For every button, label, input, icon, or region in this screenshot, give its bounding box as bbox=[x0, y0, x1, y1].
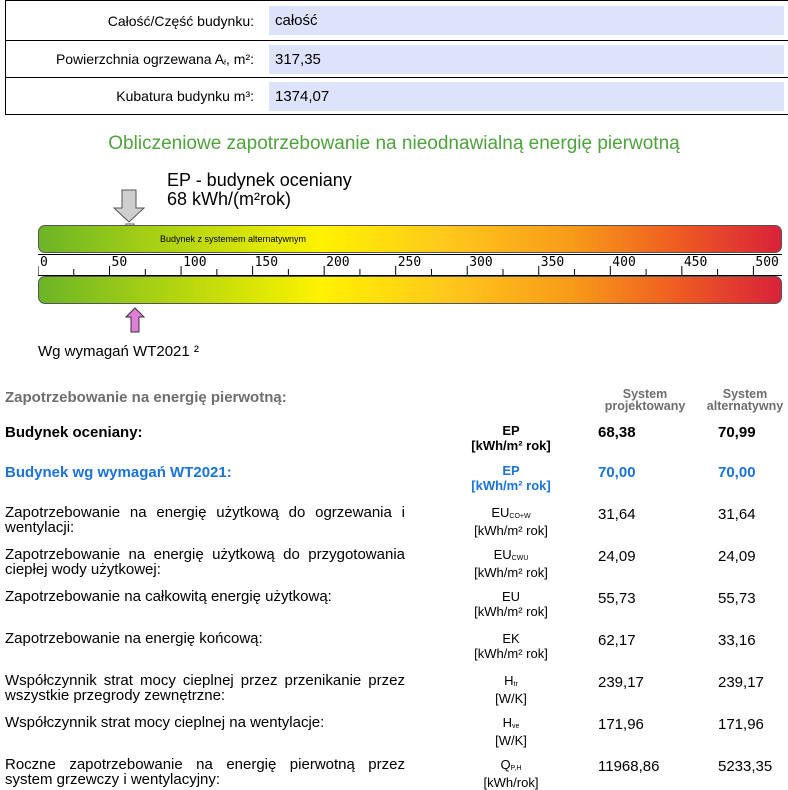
unit-symbol: Q bbox=[500, 757, 511, 772]
row-description: Budynek oceniany: bbox=[5, 424, 143, 441]
row-unit bbox=[456, 505, 566, 538]
scale-tick-label: 150 bbox=[254, 255, 279, 270]
value-alternative: 33,16 bbox=[718, 632, 756, 649]
unit-symbol: EP bbox=[502, 423, 520, 438]
scale-tick-label: 400 bbox=[612, 255, 636, 270]
row-unit bbox=[456, 673, 566, 706]
energy-scale-bar-bottom bbox=[38, 276, 782, 304]
requirement-label: Wg wymagań WT2021 ² bbox=[38, 343, 199, 360]
value-alternative: 70,99 bbox=[718, 424, 756, 441]
scale-tick-label: 300 bbox=[469, 255, 493, 270]
info-row-area bbox=[6, 40, 788, 77]
row-unit bbox=[456, 757, 566, 790]
unit-symbol: EP bbox=[502, 463, 520, 478]
unit-text: [W/K] bbox=[495, 691, 527, 706]
unit-subscript: tr bbox=[513, 681, 518, 688]
section-title: Obliczeniowe zapotrzebowanie na nieodnawialną energię pierwotną bbox=[108, 133, 680, 154]
unit-text: [kWh/m² rok] bbox=[474, 565, 548, 580]
scale-tick-label: 100 bbox=[183, 255, 207, 270]
info-label: Kubatura budynku m³: bbox=[116, 88, 254, 104]
value-designed: 31,64 bbox=[598, 506, 636, 523]
row-description: Zapotrzebowanie na energię użytkową do ogrzewania i wentylacji: bbox=[5, 504, 405, 536]
info-row-volume bbox=[6, 77, 788, 114]
unit-symbol: EU bbox=[493, 547, 512, 562]
value-alternative: 239,17 bbox=[718, 674, 764, 691]
value-alternative: 171,96 bbox=[718, 716, 764, 733]
info-label: Powierzchnia ogrzewana $A_f$, m²: bbox=[55, 51, 254, 67]
scale-tick-label: 0 bbox=[40, 255, 48, 270]
value-alternative: 55,73 bbox=[718, 590, 756, 607]
unit-text: [kWh/m² rok] bbox=[471, 478, 551, 493]
value-designed: 70,00 bbox=[598, 464, 636, 481]
row-unit bbox=[456, 463, 566, 493]
info-label: Całość/Część budynku: bbox=[107, 12, 254, 29]
row-unit bbox=[456, 589, 566, 619]
row-description: Współczynnik strat mocy cieplnej przez przenikanie przez wszystkie przegrody zewnętrzne: bbox=[5, 672, 405, 704]
alt-system-label: Budynek z systemem alternatywnym bbox=[160, 234, 307, 244]
info-row-part bbox=[6, 0, 788, 40]
row-description: Roczne zapotrzebowanie na energię pierwotną przez system grzewczy i wentylacyjny: bbox=[5, 756, 405, 788]
row-description: Współczynnik strat mocy cieplnej na wentylacje: bbox=[5, 714, 325, 731]
scale-tick-label: 250 bbox=[397, 255, 422, 270]
value-designed: 239,17 bbox=[598, 674, 644, 691]
row-description: Budynek wg wymagań WT2021: bbox=[5, 464, 232, 481]
scale-tick-label: 500 bbox=[755, 255, 779, 270]
value-alternative: 5233,35 bbox=[718, 758, 773, 775]
row-description: Zapotrzebowanie na energię użytkową do przygotowania ciepłej wody użytkowej: bbox=[5, 546, 405, 578]
value-designed: 11968,86 bbox=[598, 758, 660, 775]
scale-tick-label: 350 bbox=[540, 255, 565, 270]
value-designed: 62,17 bbox=[598, 632, 636, 649]
value-alternative: 24,09 bbox=[718, 548, 756, 565]
scale-tick-label: 50 bbox=[111, 255, 128, 270]
value-alternative: 70,00 bbox=[718, 464, 756, 481]
unit-subscript: ve bbox=[511, 723, 520, 730]
unit-subscript: CWU bbox=[511, 555, 529, 562]
scale-tick-label: 200 bbox=[326, 255, 350, 270]
info-value-field[interactable]: całość bbox=[269, 6, 784, 35]
scale-tick-label: 450 bbox=[683, 255, 708, 270]
building-info-table bbox=[5, 0, 788, 115]
unit-text: [kWh/m² rok] bbox=[471, 438, 551, 453]
unit-text: [kWh/rok] bbox=[483, 775, 539, 790]
col-header-designed: System projektowany bbox=[604, 387, 686, 413]
requirement-arrow-up-icon bbox=[124, 307, 146, 333]
unit-text: [kWh/m² rok] bbox=[474, 523, 548, 538]
value-designed: 55,73 bbox=[598, 590, 636, 607]
table-header: Zapotrzebowanie na energię pierwotną: bbox=[5, 389, 287, 406]
info-value-field[interactable]: 1374,07 bbox=[269, 82, 784, 111]
ep-marker-line1: EP - budynek oceniany bbox=[167, 170, 352, 190]
info-value-field[interactable]: 317,35 bbox=[269, 45, 784, 74]
value-designed: 171,96 bbox=[598, 716, 644, 733]
row-unit bbox=[456, 631, 566, 661]
row-description: Zapotrzebowanie na energię końcową: bbox=[5, 630, 263, 647]
col-header-alternative: System alternatywny bbox=[706, 387, 784, 413]
row-unit bbox=[456, 547, 566, 580]
unit-text: [kWh/m² rok] bbox=[474, 646, 548, 661]
unit-text: [W/K] bbox=[495, 733, 527, 748]
unit-symbol: H bbox=[504, 673, 514, 688]
energy-scale-bar-top bbox=[38, 225, 782, 253]
unit-symbol: EU bbox=[501, 589, 521, 604]
unit-subscript: P,H bbox=[510, 765, 522, 772]
value-designed: 24,09 bbox=[598, 548, 636, 565]
unit-symbol: EK bbox=[502, 631, 520, 646]
unit-text: [kWh/m² rok] bbox=[474, 604, 548, 619]
ep-marker-line2: 68 kWh/(m²rok) bbox=[167, 189, 292, 209]
unit-subscript: CO+W bbox=[509, 513, 531, 520]
row-description: Zapotrzebowanie na całkowitą energię użytkową: bbox=[5, 588, 332, 605]
value-alternative: 31,64 bbox=[718, 506, 756, 523]
unit-symbol: EU bbox=[491, 505, 510, 520]
row-unit bbox=[456, 715, 566, 748]
value-designed: 68,38 bbox=[598, 424, 636, 441]
unit-symbol: H bbox=[502, 715, 512, 730]
row-unit bbox=[456, 423, 566, 453]
